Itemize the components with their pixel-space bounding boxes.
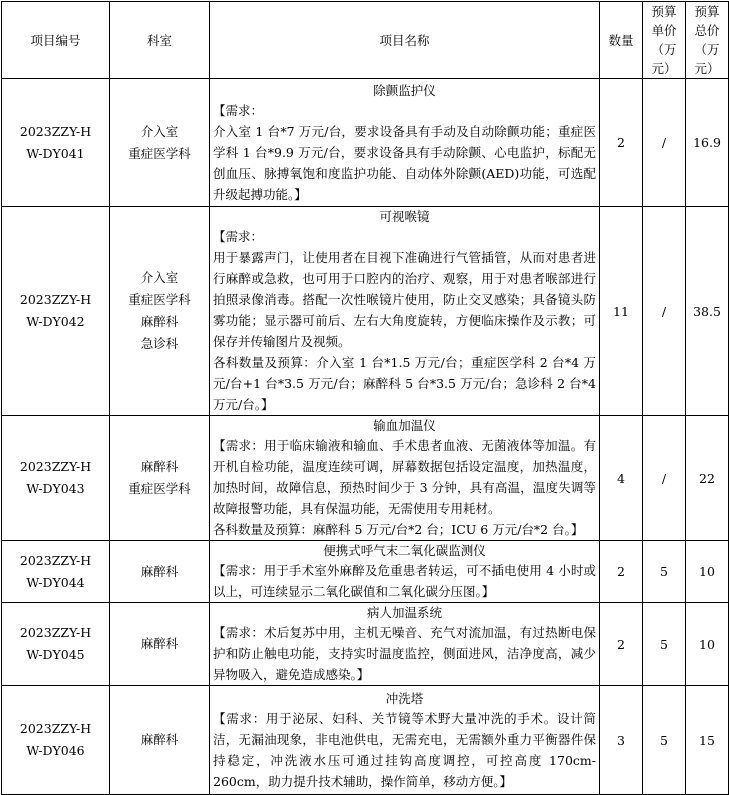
row-total: 38.5	[686, 207, 729, 416]
row-total: 16.9	[686, 79, 729, 207]
row-dept	[110, 79, 210, 207]
row-dept-line: 重症医学科	[128, 292, 191, 307]
row-qty: 4	[600, 416, 643, 541]
row-req-body: 【需求：术后复苏中用，主机无噪音、充气对流加温，有过热断电保护和防止触电功能，支持实时温度监控，侧面进风，洁净度高，减少异物吸入，避免造成感染。】	[213, 625, 596, 682]
header-dept: 科室	[110, 2, 210, 79]
header-name: 项目名称	[210, 2, 600, 79]
table-row	[2, 416, 729, 541]
row-req-body: 【需求：用于泌尿、妇科、关节镜等术野大量冲洗的手术。设计简洁，无漏油现象，非电池供电，无需充电，无需额外重力平衡器件保持稳定，冲洗液水压可通过挂钩高度调控，可控高度 170cm-260cm，助力提升技术辅助，操作简单，移动方便。】	[213, 710, 596, 789]
row-code	[2, 416, 110, 541]
row-unit-price: 5	[643, 686, 686, 795]
row-qty: 2	[600, 603, 643, 686]
row-code-line: 2023ZZY-H	[19, 625, 92, 640]
row-dept-line: 重症医学科	[128, 145, 191, 161]
row-total: 22	[686, 416, 729, 541]
row-dept-line: 麻醉科	[140, 732, 179, 747]
row-dept-line: 麻醉科	[140, 314, 179, 329]
row-dept	[110, 416, 210, 541]
row-item	[210, 541, 600, 603]
header-code: 项目编号	[2, 2, 110, 79]
row-code-line: 2023ZZY-H	[19, 721, 92, 736]
row-unit-price: 5	[643, 541, 686, 603]
row-req-body: 介入室 1 台*7 万元/台，要求设备具有手动及自动除颤功能；重症医学科 1 台*9.9 万元/台，要求设备具有手动除颤、心电监护，标配无创血压、脉搏氧饱和度监护功能、自动体外除颤(AED)功能，可选配升级起搏功能。】	[213, 123, 596, 202]
row-total: 10	[686, 541, 729, 603]
row-req-body: 【需求：用于手术室外麻醉及危重患者转运，可不插电使用 4 小时或以上，可连续显示二氧化碳值和二氧化碳分压图。】	[213, 563, 596, 599]
row-dept-line: 麻醉科	[140, 563, 179, 579]
row-code-line: W-DY046	[26, 743, 85, 758]
row-dept-line: 重症医学科	[128, 481, 191, 496]
row-req-body: 【需求：用于临床输液和输血、手术患者血液、无菌液体等加温。有开机自检功能，温度连续可调，屏幕数据包括设定温度，加热温度，加热时间，故障信息，预热时间少于 3 分钟，具有高温，温度失调等故障报警功能，具有保温功能，无需使用专用耗材。	[213, 438, 596, 516]
table-body	[2, 79, 729, 795]
header-unit-price	[643, 2, 686, 79]
row-req-label: 【需求：	[213, 102, 264, 118]
row-item-title: 便携式呼气末二氧化碳监测仪	[323, 543, 486, 558]
row-req-body: 用于暴露声门，让使用者在目视下准确进行气管插管，从而对患者进行麻醉或急救，也可用于口腔内的治疗、观察，用于对患者喉部进行拍照录像消毒。搭配一次性喉镜片使用，防止交叉感染；具备镜头防雾功能；显示器可前后、左右大角度旋转，方便临床操作及示教；可保存并传输图片及视频。	[213, 250, 596, 349]
row-code	[2, 541, 110, 603]
row-dept-line: 麻醉科	[140, 636, 179, 651]
row-item	[210, 207, 600, 416]
row-req-extra: 各科数量及预算：介入室 1 台*1.5 万元/台；重症医学科 2 台*4 万元/台+1 台*3.5 万元/台；麻醉科 5 台*3.5 万元/台；急诊科 2 台*4 万元/台。】	[213, 355, 596, 412]
header-unit-price-line2: （万元）	[651, 42, 677, 76]
row-item	[210, 416, 600, 541]
row-code-line: W-DY043	[26, 481, 85, 496]
row-dept-line: 急诊科	[140, 336, 179, 351]
row-unit-price: /	[643, 79, 686, 207]
header-total-line2: （万元）	[694, 42, 720, 76]
header-row	[2, 2, 729, 79]
header-total-line1: 预算总价	[694, 4, 720, 38]
header-total	[686, 2, 729, 79]
row-dept-line: 麻醉科	[140, 459, 179, 474]
row-unit-price: 5	[643, 603, 686, 686]
row-dept	[110, 603, 210, 686]
row-total: 15	[686, 686, 729, 795]
row-item-title: 病人加温系统	[366, 605, 442, 620]
procurement-table	[1, 1, 729, 795]
table-row	[2, 79, 729, 207]
row-item	[210, 79, 600, 207]
row-item-title: 可视喉镜	[379, 209, 430, 224]
table-row	[2, 207, 729, 416]
row-code-line: W-DY042	[26, 314, 85, 329]
row-code-line: 2023ZZY-H	[19, 552, 92, 568]
row-code-line: 2023ZZY-H	[19, 459, 92, 474]
row-item-title: 输血加温仪	[373, 418, 436, 433]
table-row	[2, 541, 729, 603]
row-dept	[110, 686, 210, 795]
row-unit-price: /	[643, 207, 686, 416]
row-item-title: 除颤监护仪	[373, 82, 436, 98]
row-dept-line: 介入室	[140, 123, 179, 139]
row-dept	[110, 541, 210, 603]
row-dept	[110, 207, 210, 416]
row-unit-price: /	[643, 416, 686, 541]
row-item-title: 冲洗塔	[385, 690, 424, 706]
row-qty: 3	[600, 686, 643, 795]
row-code	[2, 79, 110, 207]
row-req-extra: 各科数量及预算：麻醉科 5 万元/台*2 台；ICU 6 万元/台*2 台。】	[213, 522, 584, 537]
row-code-line: W-DY041	[26, 145, 85, 161]
row-qty: 2	[600, 79, 643, 207]
row-qty: 11	[600, 207, 643, 416]
row-code	[2, 207, 110, 416]
header-unit-price-line1: 预算单价	[651, 4, 677, 38]
row-code	[2, 603, 110, 686]
row-dept-line: 介入室	[140, 270, 179, 285]
row-total: 10	[686, 603, 729, 686]
row-code-line: 2023ZZY-H	[19, 123, 92, 139]
table-row	[2, 686, 729, 795]
row-code-line: 2023ZZY-H	[19, 292, 92, 307]
row-code-line: W-DY044	[26, 574, 85, 590]
row-qty: 2	[600, 541, 643, 603]
table-row	[2, 603, 729, 686]
header-qty: 数量	[600, 2, 643, 79]
row-item	[210, 686, 600, 795]
row-item	[210, 603, 600, 686]
row-code	[2, 686, 110, 795]
row-req-label: 【需求：	[213, 229, 264, 244]
row-code-line: W-DY045	[26, 647, 85, 662]
